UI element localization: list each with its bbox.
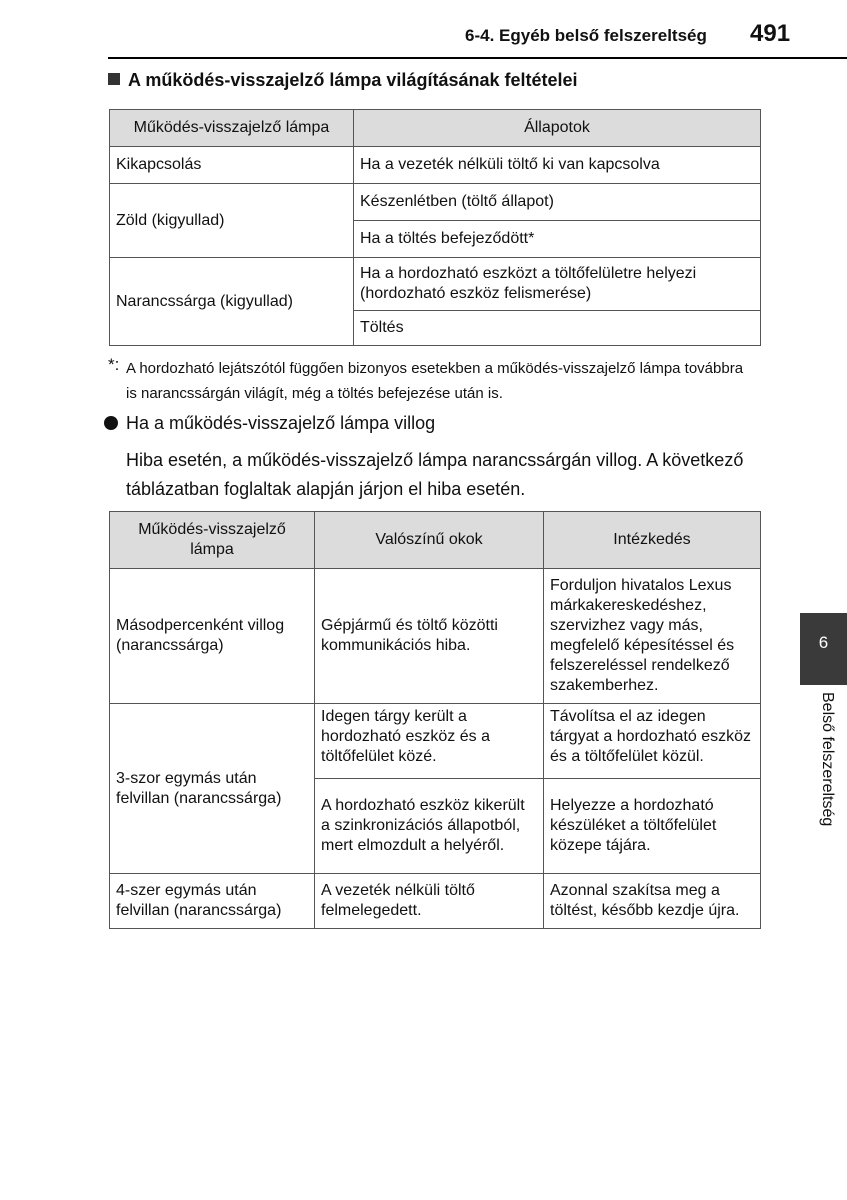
footnote-mark: *: (108, 355, 120, 374)
section-title-text: A működés-visszajelző lámpa világításának feltételei (128, 70, 578, 90)
table-row (110, 704, 761, 779)
table-row (110, 147, 761, 184)
column-header: Működés-visszajelző lámpa (110, 110, 354, 147)
page-number: 491 (750, 20, 791, 47)
table-header-row (110, 512, 761, 569)
table-cell: Idegen tárgy került a hordozható eszköz és a töltőfelület közé. (315, 704, 544, 779)
blinking-lamp-table (109, 511, 761, 929)
table-cell: Narancssárga (kigyullad) (110, 258, 354, 346)
table-header-row (110, 110, 761, 147)
chapter-label: Belső felszereltség (819, 692, 836, 827)
lamp-status-table (109, 109, 761, 346)
table-cell: Kikapcsolás (110, 147, 354, 184)
column-header: Valószínű okok (315, 512, 544, 569)
bullet-heading-text: Ha a működés-visszajelző lámpa villog (126, 413, 436, 433)
column-header: Állapotok (354, 110, 761, 147)
table-cell: Távolítsa el az idegen tárgyat a hordozható eszköz és a töltőfelület közül. (544, 704, 761, 779)
chapter-tab: 6 (800, 613, 847, 685)
table-cell: Készenlétben (töltő állapot) (354, 184, 761, 221)
table-cell: Másodpercenként villog (narancssárga) (110, 569, 315, 704)
table-cell: Töltés (354, 311, 761, 346)
column-header: Működés-visszajelző lámpa (110, 512, 315, 569)
table-cell: Ha a hordozható eszközt a töltőfelületre helyezi (hordozható eszköz felismerése) (354, 258, 761, 311)
table-cell: A hordozható eszköz kikerült a szinkronizációs állapotból, mert elmozdult a helyéről. (315, 779, 544, 874)
table-cell: 3-szor egymás után felvillan (narancssárga) (110, 704, 315, 874)
table-cell: Ha a töltés befejeződött* (354, 221, 761, 258)
section-title (108, 70, 578, 91)
square-bullet-icon (108, 73, 120, 85)
column-header: Intézkedés (544, 512, 761, 569)
table-cell: Gépjármű és töltő közötti kommunikációs hiba. (315, 569, 544, 704)
bullet-heading (104, 413, 435, 434)
table-cell: Ha a vezeték nélküli töltő ki van kapcsolva (354, 147, 761, 184)
table-row (110, 874, 761, 929)
table-cell: Helyezze a hordozható készüléket a töltőfelület közepe tájára. (544, 779, 761, 874)
table-cell: Azonnal szakítsa meg a töltést, később kezdje újra. (544, 874, 761, 929)
table-cell: A vezeték nélküli töltő felmelegedett. (315, 874, 544, 929)
body-paragraph: Hiba esetén, a működés-visszajelző lámpa narancssárgán villog. A következő táblázatban foglaltak alapján járjon el hiba esetén. (126, 450, 744, 499)
header-divider (108, 57, 847, 59)
section-header: 6-4. Egyéb belső felszereltség (465, 26, 707, 45)
bullet-dot-icon (104, 416, 118, 430)
footnote-text: A hordozható lejátszótól függően bizonyos esetekben a működés-visszajelző lámpa továbbra is narancssárgán világít, még a töltés befejezése után is. (126, 360, 744, 402)
table-row (110, 184, 761, 221)
table-row (110, 258, 761, 311)
table-cell: Zöld (kigyullad) (110, 184, 354, 258)
table-cell: 4-szer egymás után felvillan (narancssárga) (110, 874, 315, 929)
footnote (108, 356, 758, 406)
table-cell: Forduljon hivatalos Lexus márkakereskedéshez, szervizhez vagy más, megfelelő képesítéssel és felszereléssel rendelkező szakemberhez. (544, 569, 761, 704)
table-row (110, 569, 761, 704)
